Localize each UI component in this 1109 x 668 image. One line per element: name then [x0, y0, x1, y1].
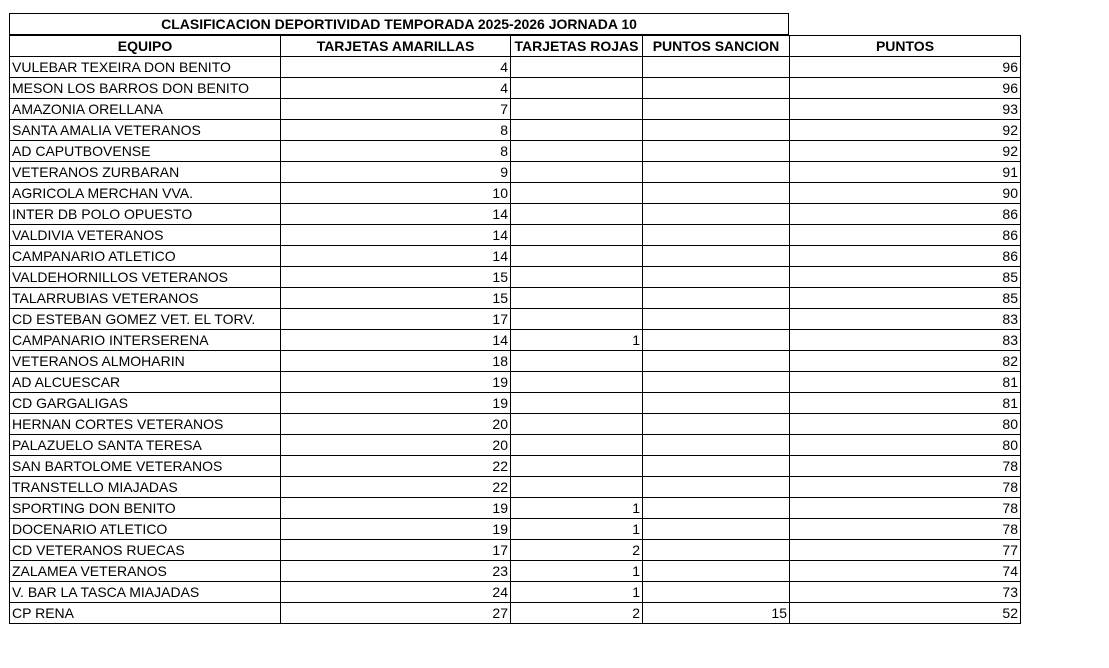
team-name-cell: VALDIVIA VETERANOS [10, 225, 281, 246]
points-cell: 86 [790, 246, 1021, 267]
table-row [10, 183, 1021, 204]
penalty-points-cell [643, 351, 790, 372]
points-cell: 81 [790, 372, 1021, 393]
red-cards-cell [511, 78, 643, 99]
points-cell: 86 [790, 225, 1021, 246]
red-cards-cell [511, 162, 643, 183]
penalty-points-cell [643, 561, 790, 582]
team-name-cell: CD VETERANOS RUECAS [10, 540, 281, 561]
table-row [10, 603, 1021, 624]
table-row [10, 99, 1021, 120]
table-row [10, 78, 1021, 99]
points-cell: 86 [790, 204, 1021, 225]
penalty-points-cell [643, 288, 790, 309]
red-cards-cell [511, 120, 643, 141]
team-name-cell: CAMPANARIO ATLETICO [10, 246, 281, 267]
yellow-cards-cell: 14 [281, 225, 511, 246]
yellow-cards-cell: 17 [281, 540, 511, 561]
points-cell: 73 [790, 582, 1021, 603]
table-row [10, 162, 1021, 183]
team-name-cell: SPORTING DON BENITO [10, 498, 281, 519]
title-row [9, 13, 1021, 35]
table-row [10, 435, 1021, 456]
red-cards-cell: 1 [511, 561, 643, 582]
red-cards-cell: 2 [511, 603, 643, 624]
red-cards-cell: 1 [511, 582, 643, 603]
red-cards-cell [511, 204, 643, 225]
table-row [10, 519, 1021, 540]
red-cards-cell [511, 225, 643, 246]
points-cell: 78 [790, 498, 1021, 519]
red-cards-cell: 1 [511, 330, 643, 351]
penalty-points-cell [643, 435, 790, 456]
yellow-cards-cell: 4 [281, 57, 511, 78]
penalty-points-cell [643, 372, 790, 393]
team-name-cell: AD CAPUTBOVENSE [10, 141, 281, 162]
table-row [10, 561, 1021, 582]
team-name-cell: VULEBAR TEXEIRA DON BENITO [10, 57, 281, 78]
points-cell: 78 [790, 477, 1021, 498]
yellow-cards-cell: 20 [281, 435, 511, 456]
red-cards-cell: 1 [511, 519, 643, 540]
points-cell: 83 [790, 309, 1021, 330]
table-row [10, 582, 1021, 603]
table-row [10, 477, 1021, 498]
team-name-cell: HERNAN CORTES VETERANOS [10, 414, 281, 435]
points-cell: 83 [790, 330, 1021, 351]
standings-table [9, 35, 1021, 624]
yellow-cards-cell: 4 [281, 78, 511, 99]
team-name-cell: CD ESTEBAN GOMEZ VET. EL TORV. [10, 309, 281, 330]
header-equipo: EQUIPO [10, 36, 281, 57]
red-cards-cell [511, 99, 643, 120]
penalty-points-cell [643, 246, 790, 267]
red-cards-cell [511, 372, 643, 393]
yellow-cards-cell: 8 [281, 141, 511, 162]
penalty-points-cell [643, 204, 790, 225]
table-row [10, 225, 1021, 246]
penalty-points-cell: 15 [643, 603, 790, 624]
red-cards-cell [511, 288, 643, 309]
table-row [10, 120, 1021, 141]
yellow-cards-cell: 7 [281, 99, 511, 120]
table-row [10, 288, 1021, 309]
points-cell: 92 [790, 141, 1021, 162]
red-cards-cell [511, 435, 643, 456]
yellow-cards-cell: 15 [281, 267, 511, 288]
points-cell: 81 [790, 393, 1021, 414]
penalty-points-cell [643, 225, 790, 246]
team-name-cell: TRANSTELLO MIAJADAS [10, 477, 281, 498]
table-row [10, 540, 1021, 561]
penalty-points-cell [643, 57, 790, 78]
penalty-points-cell [643, 99, 790, 120]
team-name-cell: VALDEHORNILLOS VETERANOS [10, 267, 281, 288]
penalty-points-cell [643, 519, 790, 540]
penalty-points-cell [643, 141, 790, 162]
yellow-cards-cell: 22 [281, 456, 511, 477]
team-name-cell: VETERANOS ZURBARAN [10, 162, 281, 183]
table-row [10, 456, 1021, 477]
header-row [10, 36, 1021, 57]
team-name-cell: PALAZUELO SANTA TERESA [10, 435, 281, 456]
points-cell: 85 [790, 288, 1021, 309]
red-cards-cell [511, 309, 643, 330]
points-cell: 82 [790, 351, 1021, 372]
penalty-points-cell [643, 456, 790, 477]
team-name-cell: SANTA AMALIA VETERANOS [10, 120, 281, 141]
red-cards-cell [511, 456, 643, 477]
points-cell: 52 [790, 603, 1021, 624]
team-name-cell: AMAZONIA ORELLANA [10, 99, 281, 120]
penalty-points-cell [643, 393, 790, 414]
team-name-cell: V. BAR LA TASCA MIAJADAS [10, 582, 281, 603]
yellow-cards-cell: 20 [281, 414, 511, 435]
points-cell: 77 [790, 540, 1021, 561]
table-row [10, 204, 1021, 225]
header-tarjetas-rojas: TARJETAS ROJAS [511, 36, 643, 57]
table-row [10, 141, 1021, 162]
points-cell: 80 [790, 435, 1021, 456]
red-cards-cell: 1 [511, 498, 643, 519]
table-row [10, 414, 1021, 435]
yellow-cards-cell: 19 [281, 519, 511, 540]
red-cards-cell [511, 414, 643, 435]
yellow-cards-cell: 8 [281, 120, 511, 141]
table-row [10, 372, 1021, 393]
header-puntos-sancion: PUNTOS SANCION [643, 36, 790, 57]
points-cell: 85 [790, 267, 1021, 288]
penalty-points-cell [643, 414, 790, 435]
team-name-cell: CD GARGALIGAS [10, 393, 281, 414]
red-cards-cell [511, 393, 643, 414]
points-cell: 93 [790, 99, 1021, 120]
table-row [10, 498, 1021, 519]
team-name-cell: AGRICOLA MERCHAN VVA. [10, 183, 281, 204]
red-cards-cell [511, 267, 643, 288]
red-cards-cell [511, 141, 643, 162]
team-name-cell: VETERANOS ALMOHARIN [10, 351, 281, 372]
team-name-cell: SAN BARTOLOME VETERANOS [10, 456, 281, 477]
table-row [10, 393, 1021, 414]
penalty-points-cell [643, 183, 790, 204]
yellow-cards-cell: 10 [281, 183, 511, 204]
points-cell: 96 [790, 78, 1021, 99]
yellow-cards-cell: 14 [281, 204, 511, 225]
red-cards-cell [511, 351, 643, 372]
penalty-points-cell [643, 120, 790, 141]
team-name-cell: MESON LOS BARROS DON BENITO [10, 78, 281, 99]
table-row [10, 309, 1021, 330]
table-row [10, 330, 1021, 351]
standings-sheet [9, 13, 1021, 624]
penalty-points-cell [643, 267, 790, 288]
penalty-points-cell [643, 498, 790, 519]
yellow-cards-cell: 22 [281, 477, 511, 498]
points-cell: 92 [790, 120, 1021, 141]
red-cards-cell [511, 477, 643, 498]
team-name-cell: CAMPANARIO INTERSERENA [10, 330, 281, 351]
team-name-cell: CP RENA [10, 603, 281, 624]
yellow-cards-cell: 24 [281, 582, 511, 603]
yellow-cards-cell: 23 [281, 561, 511, 582]
points-cell: 74 [790, 561, 1021, 582]
red-cards-cell [511, 57, 643, 78]
penalty-points-cell [643, 162, 790, 183]
team-name-cell: AD ALCUESCAR [10, 372, 281, 393]
red-cards-cell [511, 183, 643, 204]
yellow-cards-cell: 17 [281, 309, 511, 330]
header-tarjetas-amarillas: TARJETAS AMARILLAS [281, 36, 511, 57]
team-name-cell: DOCENARIO ATLETICO [10, 519, 281, 540]
points-cell: 90 [790, 183, 1021, 204]
yellow-cards-cell: 19 [281, 393, 511, 414]
penalty-points-cell [643, 309, 790, 330]
points-cell: 91 [790, 162, 1021, 183]
yellow-cards-cell: 27 [281, 603, 511, 624]
yellow-cards-cell: 9 [281, 162, 511, 183]
penalty-points-cell [643, 78, 790, 99]
table-row [10, 351, 1021, 372]
red-cards-cell [511, 246, 643, 267]
yellow-cards-cell: 19 [281, 372, 511, 393]
table-row [10, 267, 1021, 288]
points-cell: 78 [790, 456, 1021, 477]
penalty-points-cell [643, 540, 790, 561]
team-name-cell: ZALAMEA VETERANOS [10, 561, 281, 582]
penalty-points-cell [643, 330, 790, 351]
penalty-points-cell [643, 582, 790, 603]
table-row [10, 57, 1021, 78]
yellow-cards-cell: 14 [281, 246, 511, 267]
table-body [10, 57, 1021, 624]
sheet-title: CLASIFICACION DEPORTIVIDAD TEMPORADA 2025-2026 JORNADA 10 [9, 13, 789, 35]
points-cell: 96 [790, 57, 1021, 78]
points-cell: 80 [790, 414, 1021, 435]
header-puntos: PUNTOS [790, 36, 1021, 57]
yellow-cards-cell: 18 [281, 351, 511, 372]
red-cards-cell: 2 [511, 540, 643, 561]
team-name-cell: TALARRUBIAS VETERANOS [10, 288, 281, 309]
table-row [10, 246, 1021, 267]
yellow-cards-cell: 15 [281, 288, 511, 309]
team-name-cell: INTER DB POLO OPUESTO [10, 204, 281, 225]
points-cell: 78 [790, 519, 1021, 540]
yellow-cards-cell: 19 [281, 498, 511, 519]
penalty-points-cell [643, 477, 790, 498]
yellow-cards-cell: 14 [281, 330, 511, 351]
